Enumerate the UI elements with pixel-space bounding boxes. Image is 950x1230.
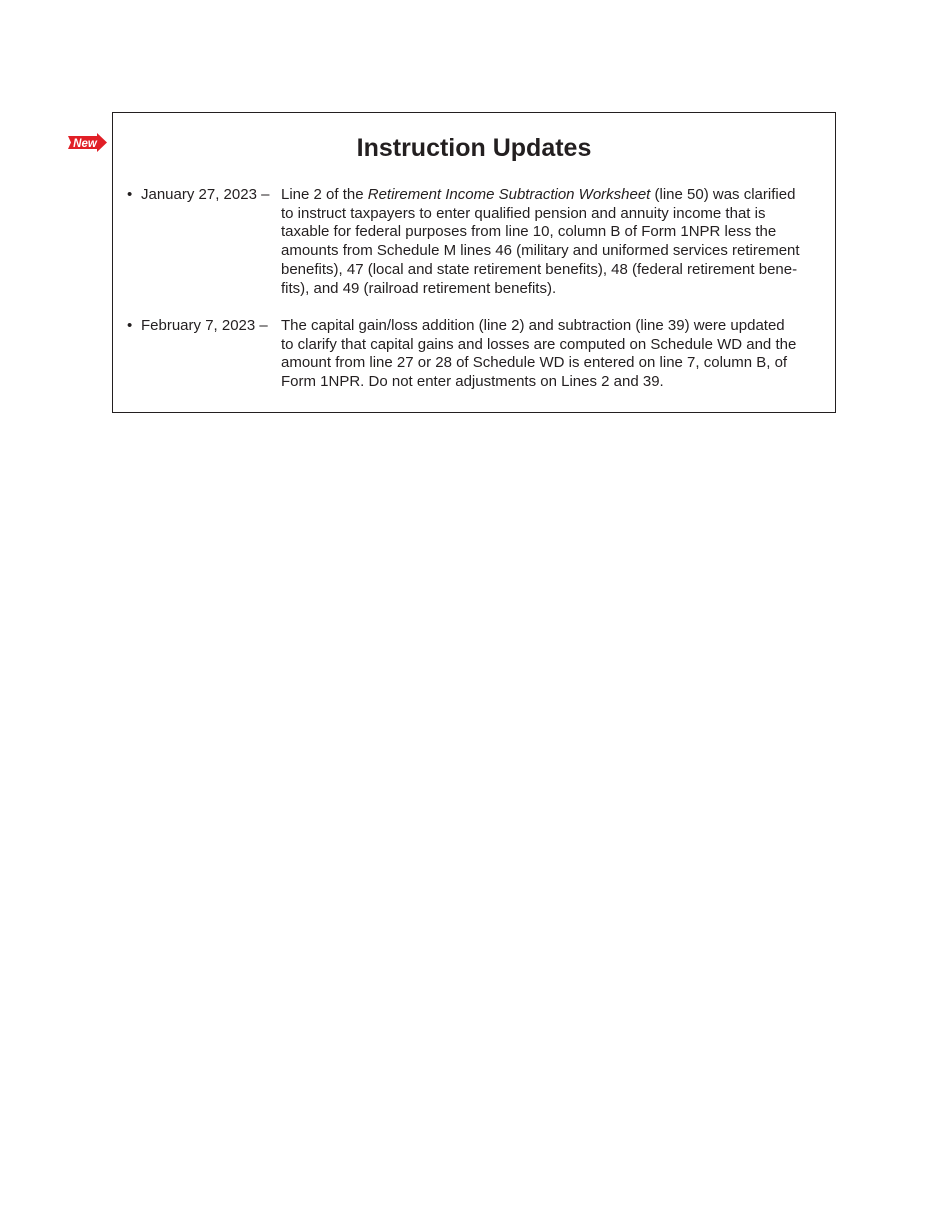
new-badge bbox=[68, 133, 108, 152]
new-arrow-icon bbox=[68, 133, 108, 152]
description-line: The capital gain/loss addition (line 2) and subtraction (line 39) were updated bbox=[281, 317, 785, 334]
bullet: • bbox=[127, 186, 133, 203]
description-line: Form 1NPR. Do not enter adjustments on Lines 2 and 39. bbox=[281, 373, 664, 391]
description-text: (line 50) was clarified bbox=[650, 186, 796, 203]
description-text: Line 2 of the bbox=[281, 186, 368, 203]
bullet: • bbox=[127, 317, 133, 334]
update-date: February 7, 2023 – bbox=[141, 317, 268, 334]
page-title: Instruction Updates bbox=[356, 134, 592, 162]
instruction-updates-box bbox=[112, 112, 836, 413]
description-line: amounts from Schedule M lines 46 (military and uniformed services retirement bbox=[281, 242, 800, 260]
new-badge-label: New bbox=[73, 138, 97, 150]
description-line: fits), and 49 (railroad retirement benefits). bbox=[281, 279, 557, 297]
description-line: amount from line 27 or 28 of Schedule WD is entered on line 7, column B, of bbox=[281, 354, 788, 372]
description-line: to instruct taxpayers to enter qualified pension and annuity income that is bbox=[281, 204, 766, 222]
worksheet-name: Retirement Income Subtraction Worksheet bbox=[367, 186, 651, 203]
update-date: January 27, 2023 – bbox=[141, 186, 270, 203]
description-line: benefits), 47 (local and state retirement benefits), 48 (federal retirement bene- bbox=[281, 260, 798, 278]
update-description bbox=[281, 186, 826, 298]
description-line: taxable for federal purposes from line 10, column B of Form 1NPR less the bbox=[281, 223, 777, 241]
description-line bbox=[281, 186, 826, 205]
description-line: to clarify that capital gains and losses are computed on Schedule WD and the bbox=[281, 335, 797, 353]
update-description bbox=[281, 317, 826, 392]
